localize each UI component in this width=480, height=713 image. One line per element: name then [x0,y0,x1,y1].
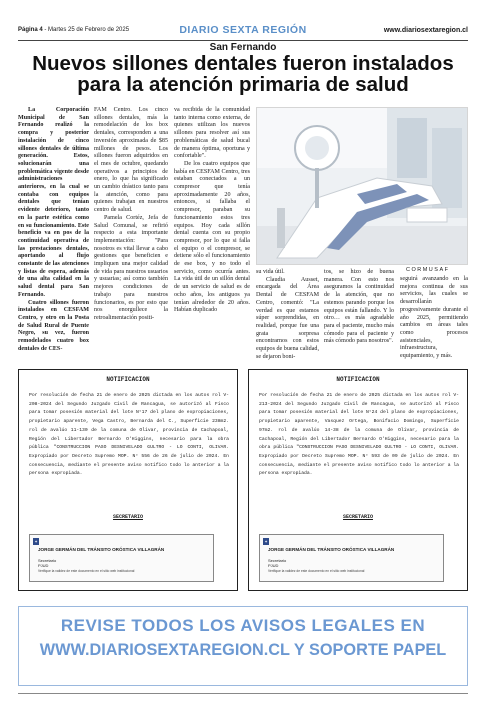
paragraph: va recibida de la comunidad tanto interna como externa, de quienes utilizan los nuevos sillones para resolver así sus problemáticas de salud bucal de manera óptima, oportuna y confortable". [174,107,250,160]
notice-signature-label: SECRETARIO [342,514,373,520]
section-label: San Fernando [209,42,277,53]
photo-credit: CORMUSAF [406,267,450,273]
paragraph: Pamela Cortéz, Jefa de Salud Comunal, se refirió respecto a esta importante implementación: "Para nosotros es vital llevar a cabo gestiones que beneficien e impliquen una mejor calidad de vida para nuestros usuarios y usuarias; así como también mejores condiciones de trabajo para nuestros funcionarios, es por esto que nos enorgullece la retroalimentación positi- [94,214,168,321]
legal-notices-ad-banner[interactable] [18,606,468,686]
dental-chair-illustration [257,108,468,265]
signer-title: Secretario [38,558,57,563]
headline-line-1: Nuevos sillones dentales fueron instalados [32,52,454,75]
article-column-2 [94,107,168,323]
notice-title: NOTIFICACION [336,376,380,383]
paragraph: FAM Centro. Los cinco sillones dentales, más la remodelación de los box dentales, corresponden a una inversión aproximada de $85 millones de pesos. Los sillones fueron adquiridos en el mes de octubre, quedando operativos a principios de enero, lo que ha significado un cambio drástico tanto para la atención, como para quienes trabajan en nuestros centro de salud. [94,107,168,214]
electronic-signature-stamp [259,534,444,582]
signer-institution: PJUD [38,563,49,568]
headline-line-2: para la atención primaria de salud [77,73,409,96]
ad-headline: REVISE TODOS LOS AVISOS LEGALES EN [60,616,426,635]
dental-chair-photo [256,107,468,265]
paragraph: su vida útil. [256,269,285,275]
paragraph: De los cuatro equipos que había en CESFAM Centro, tres estaban conectados a un compresor que tenía aproximadamente 20 años, entonces, si fallaba el compresor, paraban su funcionamiento estos tres equipos. Hoy cada sillón dental cuenta con su propio compresor, por lo que si falla el equipo o el compresor, se detiene sólo el funcionamiento de ese box, y no todo el servicio, como ocurría antes. La vida útil de un sillón dental de un servicio de salud es de ocho años, los antiguos ya tenían alrededor de 20 años. Habían duplicado [174,160,250,314]
ad-website-link[interactable]: WWW.DIARIOSEXTAREGION.CL Y SOPORTE PAPEL [39,641,447,659]
issue-date: - Martes 25 de Febrero de 2025 [42,27,130,33]
article-headline [18,53,468,95]
verification-note: Verifique la validez de este documento en el sitio web institucional [38,569,135,573]
article-column-5 [324,269,394,346]
signer-name: JORGE GERMÁN DEL TRÁNSITO ORÓSTICA VILLAGRÁN [268,547,395,552]
footer-divider [18,693,468,694]
signer-title: Secretario [268,558,287,563]
notice-title: NOTIFICACION [106,376,150,383]
website-link[interactable]: www.diariosextaregion.cl [383,27,468,34]
header-divider [18,40,468,41]
notice-body: Por resolución de fecha 21 de enero de 2025 dictada en los autos rol V-213-2024 del Segundo Juzgado Civil de Rancagua, se autorizó al Fisco para tomar posesión material del lote N°24 del plano de expropiaciones, propietario aparente, Vasquez Ortega, Bonifacio Domingo, Superficie 97m2. rol de avalúo 14-38 de la comuna de Olivar, provincia de Cachapoal, Región del Libertador Bernardo O'Higgins, necesario para la obra pública "CONSTRUCCION PASO DESNIVELADO GULTRO - LO CONTI, OLIVAR. Expropiado por Decreto Supremo MOP. N° 593 de 09 de julio de 2024. En consecuencia, mediante el presente aviso notifico todo lo anterior a la persona expropiada. [259,393,459,477]
paragraph: tos, se hizo de buena manera. Con esto nos aseguramos la continuidad de la atención, que no estemos parando porque los equipos están fallando. Y lo otro… es más agradable para el paciente, mucho más cómodo para el paciente y más cómodo para nosotros". [324,269,394,345]
legal-notice-2 [248,369,468,591]
paragraph: Cuatro sillones fueron instalados en CESFAM Centro, y otro en la Posta de Salud Rural de Puente Negro, su vez, fueron remodelados cuatro box dentales de CES- [18,299,89,352]
newspaper-name: DIARIO SEXTA REGIÓN [179,24,307,36]
notice-signature-label: SECRETARIO [112,514,143,520]
signer-institution: PJUD [268,563,279,568]
page-date-label [18,27,129,33]
legal-notice-1 [18,369,238,591]
article-column-6 [400,276,468,361]
paragraph: seguirá avanzando en la mejora continua de sus servicios, las cuales se desarrollarán progresivamente durante el año 2025, permitiendo cambios en áreas tales como procesos asistenciales, infraestructura, equipamiento, y más. [400,276,468,360]
electronic-signature-stamp [29,534,214,582]
signer-name: JORGE GERMÁN DEL TRÁNSITO ORÓSTICA VILLAGRÁN [38,547,165,552]
verification-note: Verifique la validez de este documento en el sitio web institucional [268,569,365,573]
article-column-4 [256,269,319,361]
page-header [18,24,468,41]
article-column-3 [174,107,250,315]
paragraph: Claudia Ausset, encargada del Área Dental de CESFAM Centro, comentó: "La verdad es que estamos súper sorprendidas, en realidad, porque fue una grata sorpresa encontrarnos con estos equipos de buena calidad, se dejaron boni- [256,276,319,360]
seal-icon: ✦ [34,539,38,544]
signer-role [38,558,56,568]
page-number: Página 4 [18,27,43,33]
paragraph: La Corporación Municipal de San Fernando realizó la compra y posterior instalación de cinco sillones dentales de última generación. Estos, solucionarán una problemática vigente desde administraciones anteriores, en la cual se contaba con equipos dentales que tenían evidente deterioro, tanto en la parte estética como en su funcionamiento. Este beneficio va en pos de la continuidad operativa de las prestaciones dentales, aportando al flujo constante de las atenciones y listas de espera, además de una alta calidad en la salud dental para San Fernando. [18,107,89,298]
seal-icon: ✦ [264,539,268,544]
notice-body: Por resolución de fecha 21 de enero de 2025 dictada en los autos rol V-208-2024 del Segundo Juzgado Civil de Rancagua, se autorizó al Fisco para tomar posesión material del lote N°17 del plano de expropiaciones, propietario aparente, Vega Castro, Bernarda del C., Superficie 238m2. rol de avalúo 11-130 de la comuna de Olivar, provincia de Cachapoal, Región del Libertador Bernardo O'Higgins, necesario para la obra pública "CONSTRUCCION PASO DESNIVELADO GULTRO - LO CONTI, OLIVAR. Expropiado por Decreto Supremo MOP. N° 556 de 26 de julio de 2024. En consecuencia, mediante el presente aviso notifico todo lo anterior a la persona expropiada. [29,393,229,477]
signer-role [268,558,286,568]
article-column-1 [18,107,89,354]
